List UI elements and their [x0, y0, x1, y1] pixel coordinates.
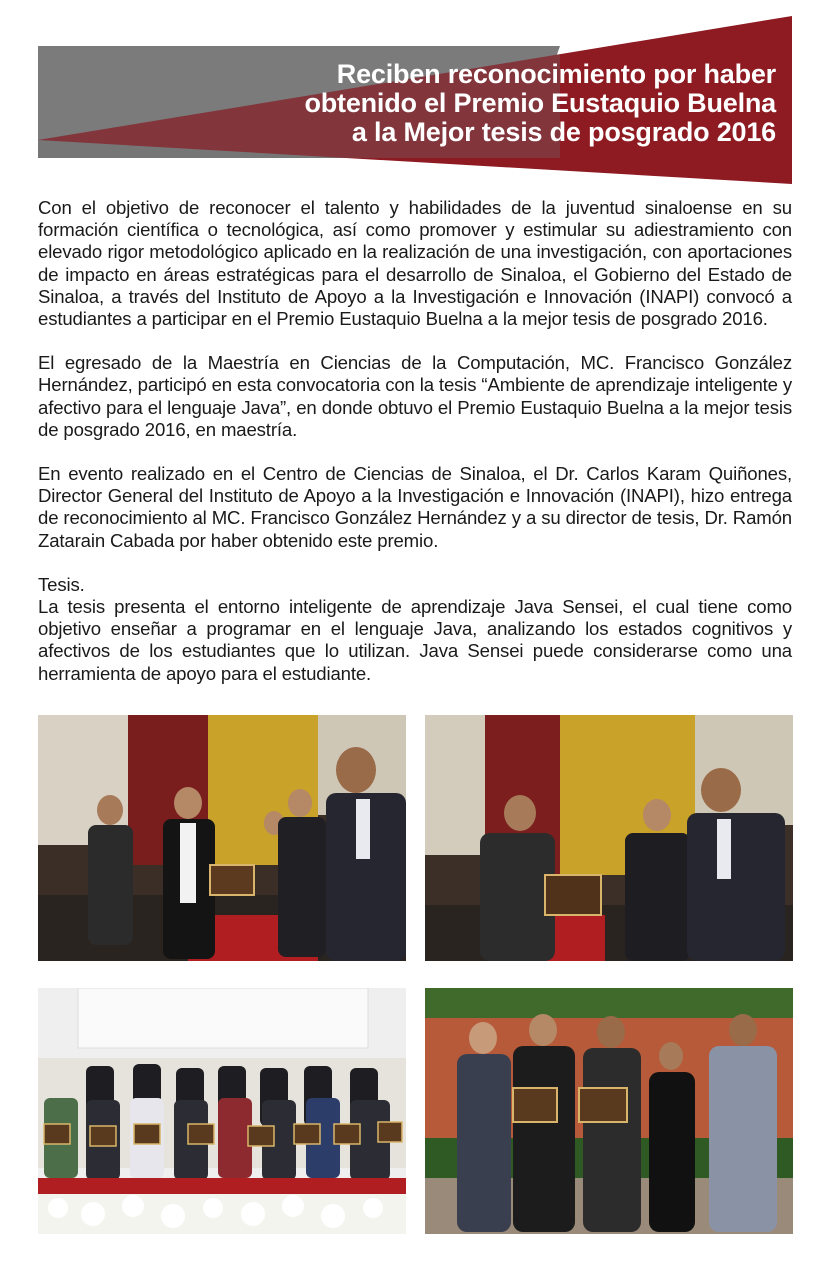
thesis-paragraph: La tesis presenta el entorno inteligente de aprendizaje Java Sensei, el cual tiene como objetivo enseñar a programar en el lenguaje Java, analizando los estados cognitivos y afectivos de los estudiantes que lo utilizan. Java Sensei puede considerarse como una herramienta de apoyo para el estudiante. — [38, 596, 792, 684]
title-line: Reciben reconocimiento por haber — [336, 59, 776, 89]
photo-award-ceremony-2 — [425, 715, 793, 961]
photo-group-stage — [38, 988, 406, 1234]
photo-award-ceremony-1 — [38, 715, 406, 961]
photo-group-outdoor — [425, 988, 793, 1234]
article-body — [38, 197, 792, 685]
thesis-heading: Tesis. — [38, 573, 85, 595]
title-line: obtenido el Premio Eustaquio Buelna — [304, 88, 776, 118]
article-paragraph: El egresado de la Maestría en Ciencias de la Computación, MC. Francisco González Hernández, participó en esta convocatoria con la tesis “Ambiente de aprendizaje inteligente y afectivo para el lenguaje Java”, en donde obtuvo el Premio Eustaquio Buelna a la mejor tesis de posgrado 2016, en maestría. — [38, 352, 793, 440]
article-paragraph: Con el objetivo de reconocer el talento y habilidades de la juventud sinaloense en su formación científica o tecnológica, así como promover y estimular su adiestramiento con elevado rigor metodológico aplicado en la realización de una investigación, con aportaciones de impacto en áreas estratégicas para el desarrollo de Sinaloa, el Gobierno del Estado de Sinaloa, a través del Instituto de Apoyo a la Investigación e Innovación (INAPI) convocó a estudiantes a participar en el Premio Eustaquio Buelna a la mejor tesis de posgrado 2016. — [38, 197, 792, 330]
page-title — [216, 60, 776, 147]
title-line: a la Mejor tesis de posgrado 2016 — [351, 117, 776, 147]
article-paragraph: En evento realizado en el Centro de Ciencias de Sinaloa, el Dr. Carlos Karam Quiñones, Director General del Instituto de Apoyo a la Investigación e Innovación (INAPI), hizo entrega de reconocimiento al MC. Francisco González Hernández y a su director de tesis, Dr. Ramón Zatarain Cabada por haber obtenido este premio. — [38, 463, 792, 551]
